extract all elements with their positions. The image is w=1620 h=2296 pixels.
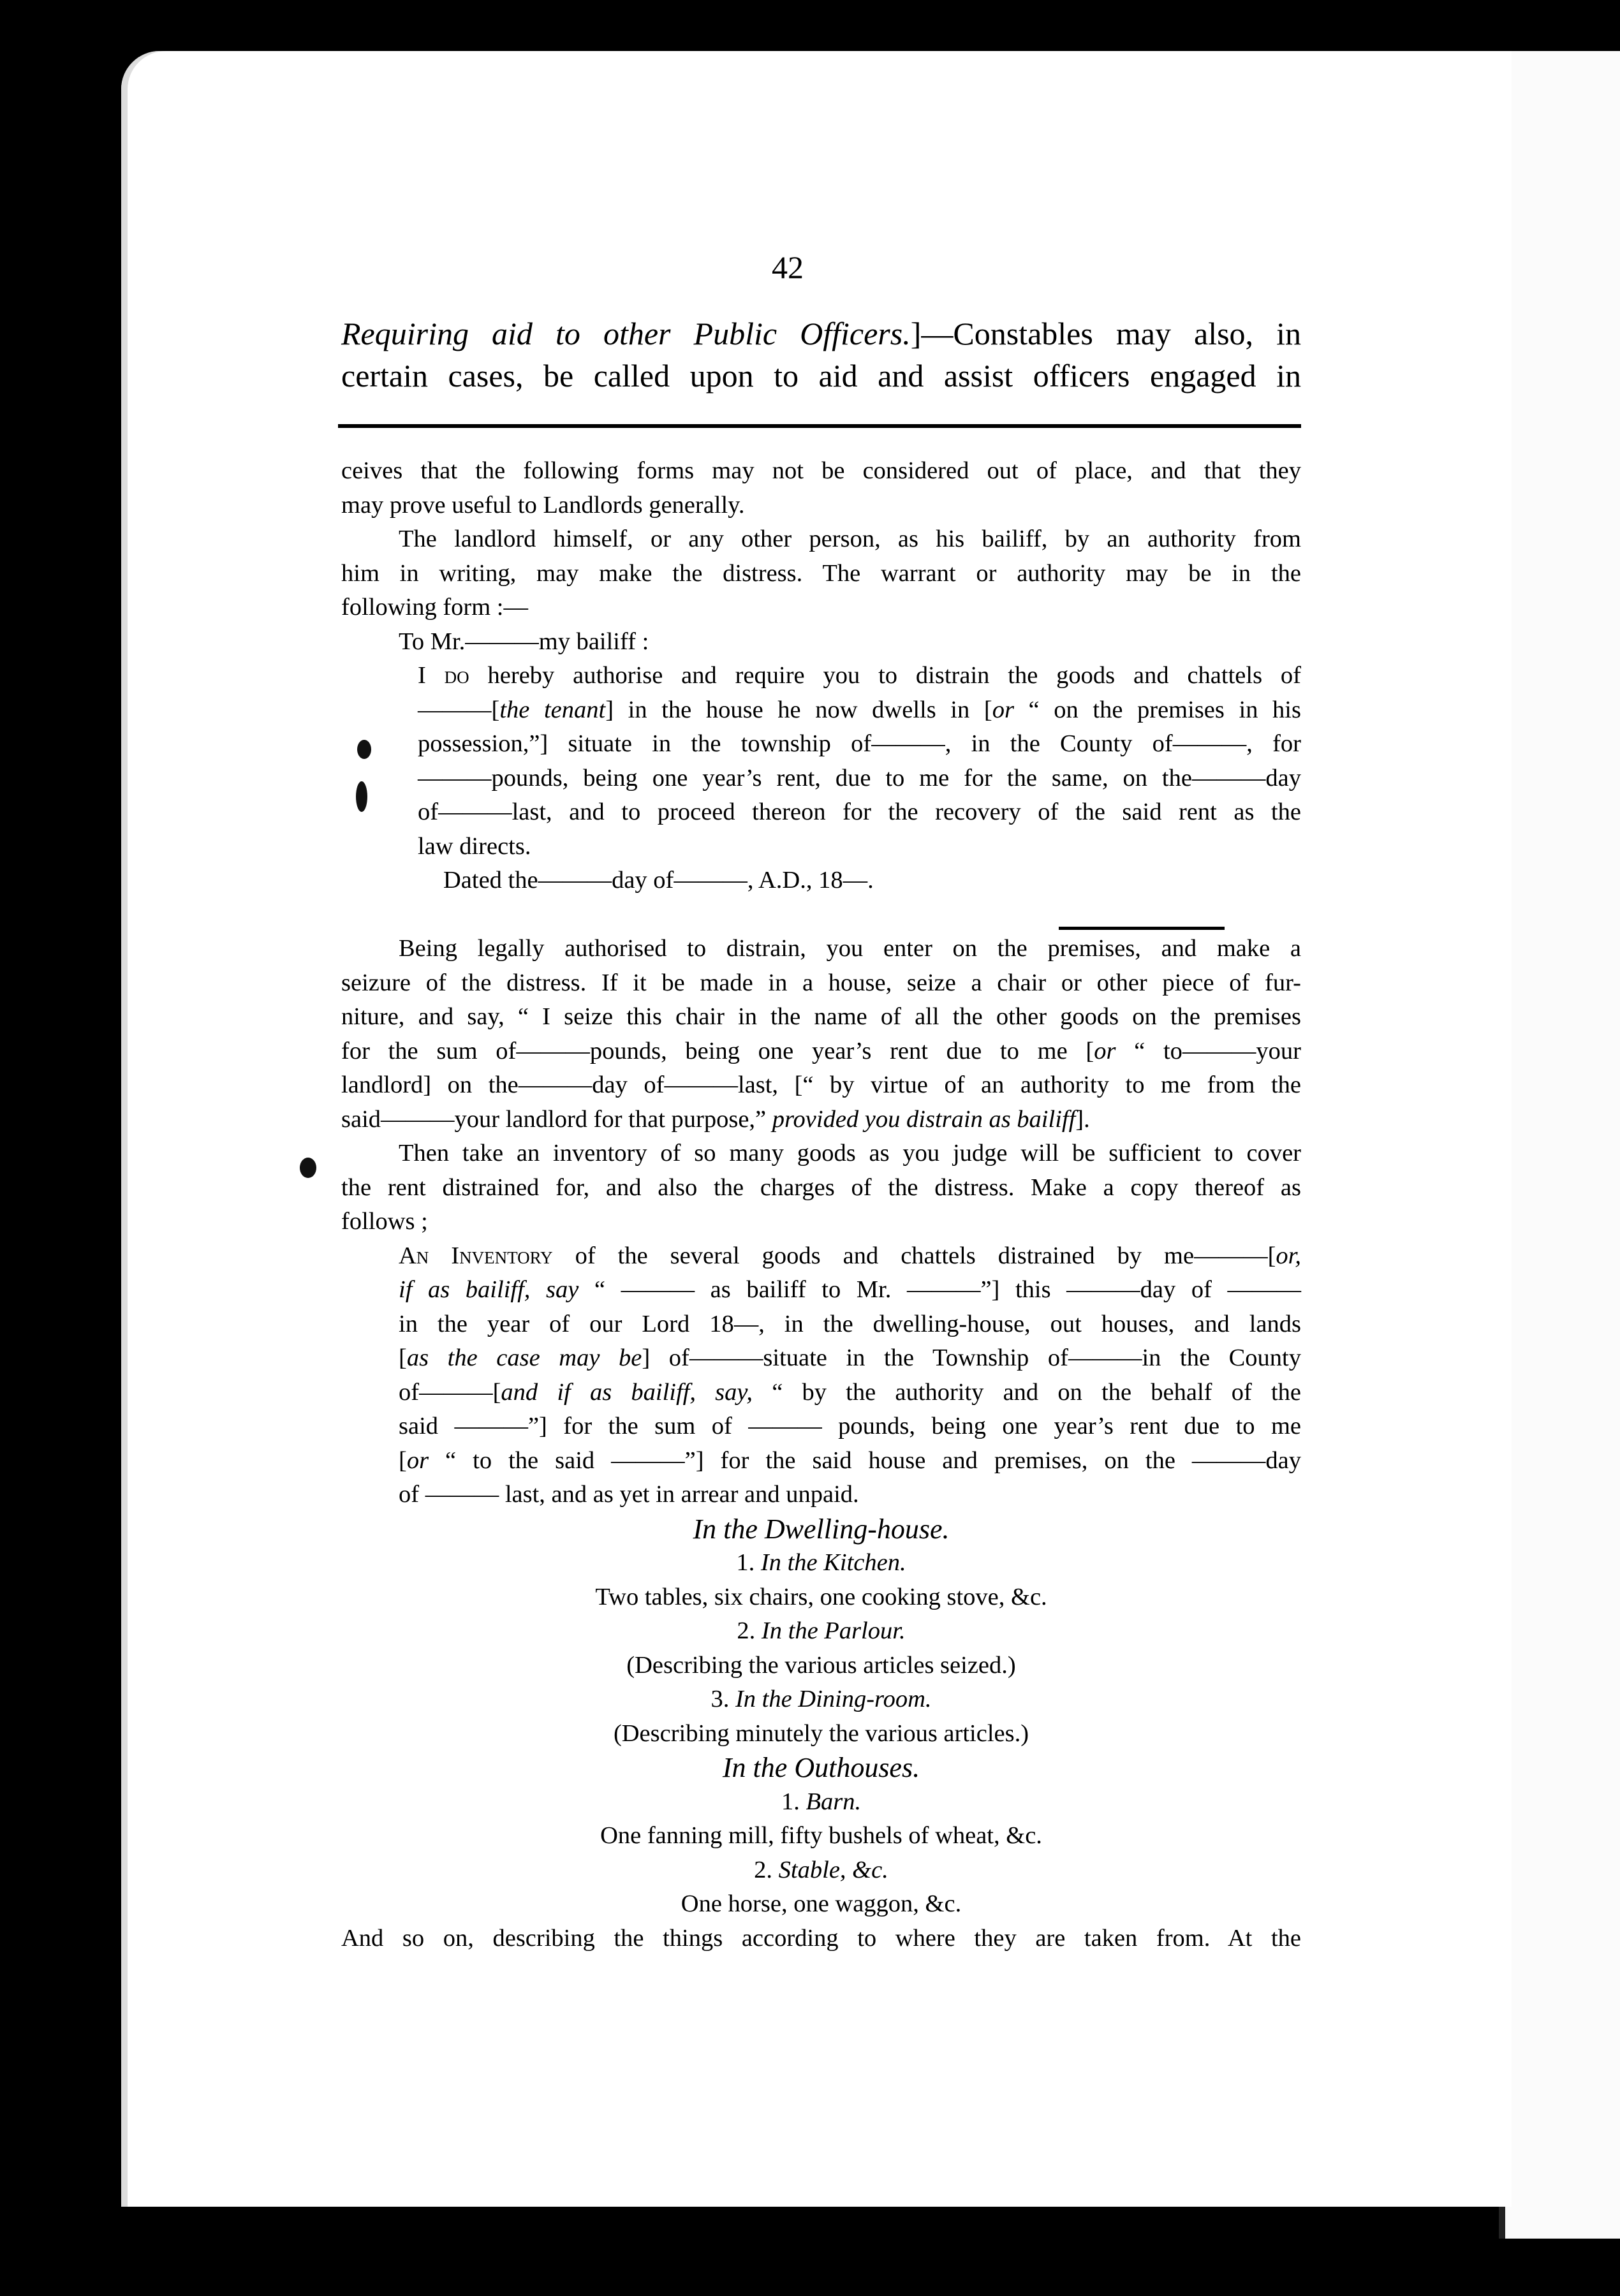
italic-text: In the Dwelling-house. xyxy=(693,1513,950,1545)
text-line: of———last, and to proceed thereon for the recovery of the said rent as the xyxy=(418,798,1301,825)
header-paragraph xyxy=(341,313,1301,397)
italic-text: if as bailiff, say xyxy=(399,1276,579,1303)
inventory-line: (Describing minutely the various articles.) xyxy=(613,1719,1029,1747)
form-end-rule xyxy=(1059,927,1225,930)
text-line: Dated the———day of———, A.D., 18—. xyxy=(443,867,874,894)
adjacent-page-edge xyxy=(1499,51,1620,2239)
inventory-line: 1. Barn. xyxy=(781,1788,862,1815)
inventory-line: One horse, one waggon, &c. xyxy=(681,1890,962,1917)
text-line: I do hereby authorise and require you to distrain the goods and chattels of xyxy=(418,662,1301,689)
italic-text: or xyxy=(1094,1037,1116,1064)
final-line: And so on, describing the things according to where they are taken from. At the xyxy=(341,1924,1301,1952)
italic-text: Stable, &c. xyxy=(778,1856,888,1883)
inventory-line xyxy=(341,1751,1301,1785)
italic-text: provided you distrain as bailiff xyxy=(772,1105,1076,1133)
italic-text: In the Outhouses. xyxy=(722,1752,920,1783)
text-line: said ———”] for the sum of ——— pounds, being one year’s rent due to me xyxy=(399,1413,1301,1439)
italic-text: In the Kitchen. xyxy=(760,1549,906,1576)
header-line-2: certain cases, be called upon to aid and assist officers engaged in xyxy=(341,358,1301,394)
text-line: seizure of the distress. If it be made in a house, seize a chair or other piece of fur- xyxy=(341,969,1301,996)
italic-text: or xyxy=(406,1446,429,1474)
ink-blot xyxy=(356,781,367,812)
text-line: [or “ to the said ———”] for the said house and premises, on the ———day xyxy=(399,1446,1301,1474)
text-line: in the year of our Lord 18—, in the dwelling-house, out houses, and lands xyxy=(399,1310,1301,1337)
text-line: for the sum of———pounds, being one year’s rent due to me [or “ to———your xyxy=(341,1037,1301,1064)
text-line: [as the case may be] of———situate in the Township of———in the County xyxy=(399,1344,1302,1371)
section-title: Requiring aid to other Public Officers. xyxy=(341,316,911,351)
text-line: him in writing, may make the distress. The warrant or authority may be in the xyxy=(341,559,1301,587)
text-line: follows ; xyxy=(341,1208,428,1235)
text-line: ceives that the following forms may not be considered out of place, and that they xyxy=(341,457,1301,484)
inventory-line: (Describing the various articles seized.) xyxy=(626,1651,1016,1679)
text-line: ———pounds, being one year’s rent, due to me for the same, on the———day xyxy=(418,764,1301,791)
italic-text: the tenant xyxy=(499,696,606,723)
italic-text: In the Parlour. xyxy=(761,1617,906,1644)
inventory-line xyxy=(341,1512,1301,1547)
text-line: Being legally authorised to distrain, you enter on the premises, and make a xyxy=(399,935,1301,962)
text-line: niture, and say, “ I seize this chair in the name of all the other goods on the premises xyxy=(341,1003,1301,1030)
text-line: ———[the tenant] in the house he now dwells in [or “ on the premises in his xyxy=(418,696,1301,723)
text-line: law directs. xyxy=(418,832,531,860)
ink-blot xyxy=(357,740,371,759)
italic-text: or xyxy=(992,696,1014,723)
text-line: of ——— last, and as yet in arrear and unpaid. xyxy=(399,1481,859,1508)
text-line: landlord] on the———day of———last, [“ by virtue of an authority to me from the xyxy=(341,1071,1301,1098)
inventory-line: Two tables, six chairs, one cooking stove, &c. xyxy=(595,1583,1047,1610)
header-line-1: Requiring aid to other Public Officers.]—Constables may also, in xyxy=(341,316,1302,351)
italic-text: as the case may be xyxy=(406,1344,642,1371)
text-line: following form :— xyxy=(341,594,528,621)
inventory-line: 3. In the Dining-room. xyxy=(711,1686,932,1712)
inventory-line: One fanning mill, fifty bushels of wheat, &c. xyxy=(600,1822,1042,1849)
text-line: Then take an inventory of so many goods as you judge will be sufficient to cover xyxy=(399,1140,1301,1166)
text-line: The landlord himself, or any other person, as his bailiff, by an authority from xyxy=(399,526,1301,552)
italic-text: In the Dining-room. xyxy=(735,1686,932,1712)
italic-text: Barn. xyxy=(806,1788,862,1815)
text-line: An Inventory of the several goods and chattels distrained by me———[or, xyxy=(399,1242,1302,1269)
body-text xyxy=(341,454,1301,1955)
italic-text: and if as bailiff, say, xyxy=(501,1378,753,1406)
text-line: said———your landlord for that purpose,” provided you distrain as bailiff]. xyxy=(341,1105,1090,1133)
text-line: may prove useful to Landlords generally. xyxy=(341,491,745,519)
text-line: possession,”] situate in the township of———, in the County of———, for xyxy=(418,730,1301,757)
text-line: the rent distrained for, and also the charges of the distress. Make a copy thereof as xyxy=(341,1174,1301,1201)
inventory-line: 2. In the Parlour. xyxy=(737,1617,906,1644)
section-divider xyxy=(338,424,1301,428)
italic-text: or, xyxy=(1276,1242,1302,1269)
ink-blot xyxy=(300,1158,316,1178)
inventory-line: 2. Stable, &c. xyxy=(754,1856,888,1883)
text-line: of———[and if as bailiff, say, “ by the authority and on the behalf of the xyxy=(399,1378,1301,1406)
inventory-line: 1. In the Kitchen. xyxy=(736,1549,906,1576)
page-number: 42 xyxy=(772,249,804,285)
small-caps-text: An Inventory xyxy=(399,1242,553,1269)
small-caps-text: I do xyxy=(418,662,469,689)
text-line: To Mr.———my bailiff : xyxy=(399,628,649,655)
text-line: if as bailiff, say “ ——— as bailiff to Mr. ———”] this ———day of ——— xyxy=(399,1276,1301,1303)
